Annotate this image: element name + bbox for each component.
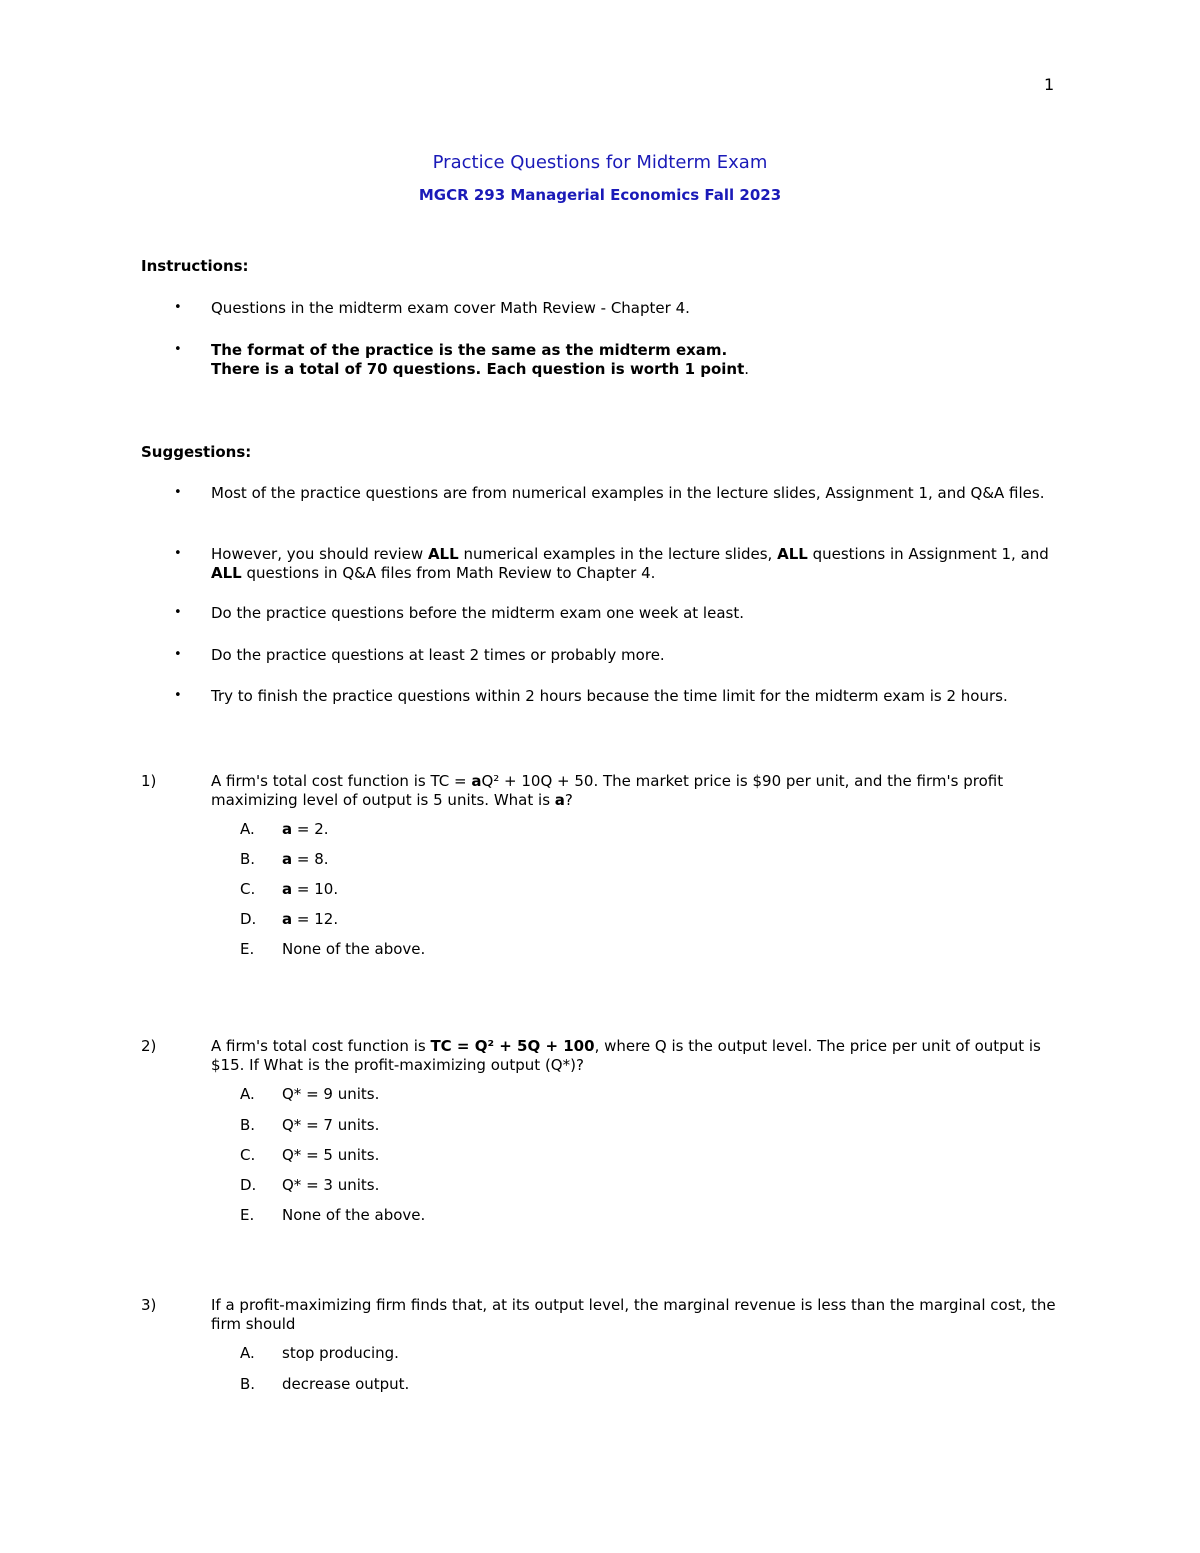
option-letter: C. — [240, 1146, 256, 1164]
suggestions-heading: Suggestions: — [141, 443, 252, 461]
question-text: A firm's total cost function is TC = aQ² + 10Q + 50. The market price is $90 per unit, and the firm's profit maximizing level of output is 5 units. What is a? — [211, 772, 1004, 809]
option-text: a = 8. — [282, 850, 329, 868]
option-text: Q* = 3 units. — [282, 1176, 380, 1194]
question-number: 1) — [141, 772, 157, 790]
option-text: Q* = 9 units. — [282, 1085, 380, 1103]
option-letter: A. — [240, 820, 255, 838]
suggestion-item: Try to finish the practice questions within 2 hours because the time limit for the midterm exam is 2 hours. — [211, 687, 1008, 705]
option-letter: B. — [240, 1116, 256, 1134]
option-text: a = 12. — [282, 910, 339, 928]
bullet-icon: • — [174, 546, 182, 561]
option-letter: A. — [240, 1344, 255, 1362]
option-letter: B. — [240, 1375, 256, 1393]
page-number: 1 — [1044, 75, 1055, 94]
option-letter: E. — [240, 940, 255, 958]
option-text: a = 10. — [282, 880, 339, 898]
bullet-icon: • — [174, 647, 182, 662]
instruction-line: The format of the practice is the same as the midterm exam. — [211, 341, 728, 359]
bullet-icon: • — [174, 605, 182, 620]
option-letter: D. — [240, 910, 257, 928]
suggestion-item: Most of the practice questions are from numerical examples in the lecture slides, Assignment 1, and Q&A files. — [211, 484, 1045, 502]
suggestion-item: Do the practice questions before the midterm exam one week at least. — [211, 604, 744, 622]
option-letter: B. — [240, 850, 256, 868]
instruction-item — [211, 341, 1061, 378]
option-text: stop producing. — [282, 1344, 399, 1362]
suggestion-item: Do the practice questions at least 2 times or probably more. — [211, 646, 665, 664]
question-number: 3) — [141, 1296, 157, 1314]
bullet-icon: • — [174, 342, 182, 357]
question-text: If a profit-maximizing firm finds that, at its output level, the marginal revenue is less than the marginal cost, the firm should — [211, 1296, 1056, 1333]
instruction-line: There is a total of 70 questions. Each question is worth 1 point. — [211, 359, 750, 378]
option-text: None of the above. — [282, 1206, 426, 1224]
option-text: None of the above. — [282, 940, 426, 958]
option-text: a = 2. — [282, 820, 329, 838]
instructions-heading: Instructions: — [141, 257, 249, 275]
question-text: A firm's total cost function is TC = Q² + 5Q + 100, where Q is the output level. The price per unit of output is $15. If What is the profit-maximizing output (Q*)? — [211, 1037, 1041, 1074]
option-letter: D. — [240, 1176, 257, 1194]
document-subtitle: MGCR 293 Managerial Economics Fall 2023 — [418, 186, 782, 204]
instruction-item: Questions in the midterm exam cover Math Review - Chapter 4. — [211, 299, 690, 317]
document-title: Practice Questions for Midterm Exam — [432, 152, 768, 173]
question-number: 2) — [141, 1037, 157, 1055]
option-letter: E. — [240, 1206, 255, 1224]
option-text: Q* = 5 units. — [282, 1146, 380, 1164]
option-letter: C. — [240, 880, 256, 898]
suggestion-item: However, you should review ALL numerical examples in the lecture slides, ALL questions in Assignment 1, and ALL questions in Q&A files from Math Review to Chapter 4. — [211, 545, 1049, 582]
bullet-icon: • — [174, 485, 182, 500]
option-letter: A. — [240, 1085, 255, 1103]
option-text: Q* = 7 units. — [282, 1116, 380, 1134]
bullet-icon: • — [174, 688, 182, 703]
option-text: decrease output. — [282, 1375, 410, 1393]
bullet-icon: • — [174, 300, 182, 315]
